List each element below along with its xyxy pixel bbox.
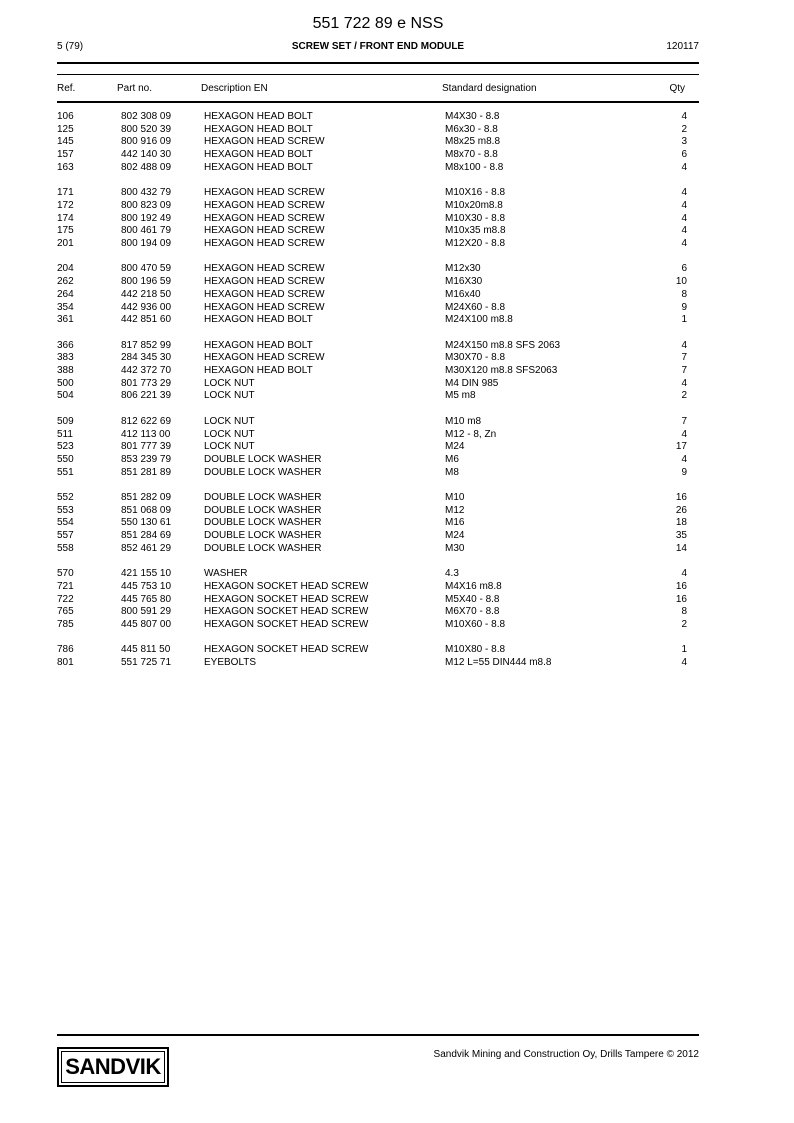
- description-cell: HEXAGON HEAD SCREW: [204, 288, 325, 300]
- standard-designation-cell: M24: [445, 530, 465, 542]
- part-number-cell: 445 811 50: [121, 644, 171, 656]
- table-row: [0, 415, 794, 428]
- ref-cell: 553: [57, 504, 74, 516]
- table-row: [0, 605, 794, 618]
- description-cell: HEXAGON HEAD BOLT: [204, 111, 313, 122]
- ref-cell: 157: [57, 149, 74, 161]
- ref-cell: 366: [57, 339, 74, 351]
- ref-cell: 163: [57, 161, 74, 173]
- ref-cell: 552: [57, 492, 74, 503]
- part-number-cell: 852 461 29: [121, 542, 172, 554]
- description-cell: LOCK NUT: [204, 428, 255, 440]
- part-number-cell: 445 753 10: [121, 580, 172, 592]
- description-cell: HEXAGON HEAD SCREW: [204, 136, 325, 148]
- description-cell: HEXAGON HEAD BOLT: [204, 365, 313, 376]
- table-top-rule: [57, 74, 699, 75]
- table-row: [0, 491, 794, 504]
- table-row: [0, 593, 794, 606]
- standard-designation-cell: M10 m8: [445, 415, 482, 427]
- standard-designation-cell: M6: [445, 453, 459, 465]
- quantity-cell: 2: [681, 619, 687, 630]
- part-number-cell: 800 470 59: [121, 263, 172, 275]
- description-cell: HEXAGON HEAD BOLT: [204, 123, 313, 135]
- ref-cell: 174: [57, 212, 74, 224]
- standard-designation-cell: M5 m8: [445, 390, 476, 402]
- quantity-cell: 4: [681, 568, 687, 580]
- part-number-cell: 851 281 89: [121, 466, 172, 478]
- quantity-cell: 2: [681, 390, 687, 402]
- table-row: [0, 275, 794, 288]
- ref-cell: 204: [57, 263, 74, 275]
- part-number-cell: 442 372 70: [121, 365, 172, 376]
- standard-designation-cell: M8x25 m8.8: [445, 136, 501, 148]
- quantity-cell: 18: [675, 517, 687, 529]
- part-number-cell: 800 823 09: [121, 199, 172, 211]
- ref-cell: 558: [57, 542, 74, 554]
- standard-designation-cell: M12X20 - 8.8: [445, 238, 506, 249]
- description-cell: HEXAGON HEAD SCREW: [204, 199, 325, 211]
- table-row: [0, 618, 794, 631]
- quantity-cell: 3: [681, 136, 687, 148]
- table-row: [0, 440, 794, 453]
- ref-cell: 388: [57, 365, 74, 376]
- table-row: [0, 529, 794, 542]
- description-cell: HEXAGON HEAD SCREW: [204, 301, 325, 313]
- part-number-cell: 802 308 09: [121, 111, 172, 122]
- part-number-cell: 812 622 69: [121, 415, 172, 427]
- standard-designation-cell: M8: [445, 466, 459, 478]
- part-number-cell: 801 777 39: [121, 441, 172, 453]
- standard-designation-cell: M12: [445, 504, 465, 516]
- part-number-cell: 442 140 30: [121, 149, 172, 161]
- quantity-cell: 7: [681, 415, 687, 427]
- description-cell: DOUBLE LOCK WASHER: [204, 517, 322, 529]
- ref-cell: 175: [57, 225, 74, 237]
- table-row: [0, 643, 794, 656]
- quantity-cell: 6: [681, 149, 687, 161]
- part-number-cell: 817 852 99: [121, 339, 172, 351]
- quantity-cell: 8: [681, 288, 687, 300]
- standard-designation-cell: M10x20m8.8: [445, 199, 503, 211]
- standard-designation-cell: M10X60 - 8.8: [445, 619, 506, 630]
- ref-cell: 383: [57, 352, 74, 364]
- quantity-cell: 4: [681, 339, 687, 351]
- description-cell: LOCK NUT: [204, 377, 255, 389]
- table-row: [0, 212, 794, 225]
- part-number-cell: 442 851 60: [121, 314, 172, 326]
- description-cell: HEXAGON HEAD BOLT: [204, 149, 313, 161]
- ref-cell: 504: [57, 390, 74, 402]
- quantity-cell: 4: [681, 111, 687, 122]
- quantity-cell: 10: [675, 276, 687, 288]
- table-row: [0, 351, 794, 364]
- quantity-cell: 6: [681, 263, 687, 275]
- column-header-std: Standard designation: [442, 83, 537, 94]
- ref-cell: 201: [57, 238, 74, 249]
- description-cell: LOCK NUT: [204, 441, 255, 453]
- column-header-qty: Qty: [669, 83, 685, 94]
- ref-cell: 801: [57, 657, 74, 669]
- description-cell: HEXAGON SOCKET HEAD SCREW: [204, 619, 369, 630]
- part-number-cell: 800 520 39: [121, 123, 172, 135]
- table-row: [0, 161, 794, 174]
- quantity-cell: 4: [681, 212, 687, 224]
- quantity-cell: 16: [675, 593, 687, 605]
- table-row: [0, 237, 794, 250]
- ref-cell: 500: [57, 377, 74, 389]
- table-row: [0, 453, 794, 466]
- part-number-cell: 800 591 29: [121, 606, 172, 618]
- quantity-cell: 4: [681, 225, 687, 237]
- standard-designation-cell: M16: [445, 517, 465, 529]
- quantity-cell: 9: [681, 301, 687, 313]
- description-cell: DOUBLE LOCK WASHER: [204, 542, 322, 554]
- part-number-cell: 800 196 59: [121, 276, 172, 288]
- ref-cell: 570: [57, 568, 74, 580]
- quantity-cell: 14: [675, 542, 687, 554]
- part-number-cell: 800 432 79: [121, 187, 172, 199]
- ref-cell: 361: [57, 314, 74, 326]
- standard-designation-cell: M30: [445, 542, 465, 554]
- table-row: [0, 186, 794, 199]
- standard-designation-cell: M24: [445, 441, 465, 453]
- ref-cell: 264: [57, 288, 74, 300]
- standard-designation-cell: 4.3: [445, 568, 459, 580]
- quantity-cell: 9: [681, 466, 687, 478]
- ref-cell: 557: [57, 530, 74, 542]
- footer-rule: [57, 1034, 699, 1036]
- quantity-cell: 1: [681, 644, 687, 656]
- part-number-cell: 802 488 09: [121, 161, 172, 173]
- ref-cell: 509: [57, 415, 74, 427]
- description-cell: HEXAGON HEAD BOLT: [204, 339, 313, 351]
- standard-designation-cell: M30X70 - 8.8: [445, 352, 506, 364]
- standard-designation-cell: M4X30 - 8.8: [445, 111, 500, 122]
- description-cell: DOUBLE LOCK WASHER: [204, 492, 322, 503]
- part-number-cell: 442 936 00: [121, 301, 172, 313]
- standard-designation-cell: M12 - 8, Zn: [445, 428, 497, 440]
- description-cell: EYEBOLTS: [204, 657, 257, 669]
- description-cell: HEXAGON SOCKET HEAD SCREW: [204, 644, 369, 656]
- date-code: 120117: [666, 41, 699, 52]
- quantity-cell: 35: [675, 530, 687, 542]
- quantity-cell: 1: [681, 314, 687, 326]
- ref-cell: 145: [57, 136, 74, 148]
- part-number-cell: 853 239 79: [121, 453, 172, 465]
- part-number-cell: 284 345 30: [121, 352, 172, 364]
- page-number: 5 (79): [57, 41, 84, 52]
- table-row: [0, 504, 794, 517]
- table-row: [0, 262, 794, 275]
- ref-cell: 551: [57, 466, 74, 478]
- standard-designation-cell: M12x30: [445, 263, 481, 275]
- description-cell: HEXAGON HEAD SCREW: [204, 352, 325, 364]
- ref-cell: 125: [57, 123, 74, 135]
- table-row: [0, 135, 794, 148]
- standard-designation-cell: M30X120 m8.8 SFS2063: [445, 365, 558, 376]
- description-cell: DOUBLE LOCK WASHER: [204, 504, 322, 516]
- description-cell: HEXAGON HEAD SCREW: [204, 238, 325, 249]
- standard-designation-cell: M16X30: [445, 276, 483, 288]
- description-cell: WASHER: [204, 568, 248, 580]
- column-header-rule: [57, 101, 699, 103]
- table-row: [0, 542, 794, 555]
- table-row: [0, 123, 794, 136]
- description-cell: HEXAGON HEAD SCREW: [204, 225, 325, 237]
- standard-designation-cell: M10X80 - 8.8: [445, 644, 506, 656]
- part-number-cell: 800 194 09: [121, 238, 172, 249]
- table-row: [0, 148, 794, 161]
- table-row: [0, 466, 794, 479]
- quantity-cell: 4: [681, 187, 687, 199]
- description-cell: HEXAGON HEAD SCREW: [204, 187, 325, 199]
- quantity-cell: 4: [681, 199, 687, 211]
- description-cell: LOCK NUT: [204, 415, 255, 427]
- standard-designation-cell: M16x40: [445, 288, 481, 300]
- ref-cell: 354: [57, 301, 74, 313]
- part-number-cell: 801 773 29: [121, 377, 172, 389]
- part-number-cell: 800 916 09: [121, 136, 172, 148]
- table-row: [0, 428, 794, 441]
- footer-copyright: Sandvik Mining and Construction Oy, Drills Tampere © 2012: [433, 1049, 699, 1060]
- standard-designation-cell: M4X16 m8.8: [445, 580, 502, 592]
- ref-cell: 511: [57, 428, 73, 440]
- table-row: [0, 364, 794, 377]
- quantity-cell: 4: [681, 657, 687, 669]
- quantity-cell: 4: [681, 453, 687, 465]
- quantity-cell: 4: [681, 161, 687, 173]
- ref-cell: 765: [57, 606, 74, 618]
- description-cell: HEXAGON SOCKET HEAD SCREW: [204, 606, 369, 618]
- column-header-ref: Ref.: [57, 83, 76, 94]
- table-row: [0, 301, 794, 314]
- quantity-cell: 7: [681, 365, 687, 376]
- standard-designation-cell: M6X70 - 8.8: [445, 606, 500, 618]
- table-row: [0, 580, 794, 593]
- standard-designation-cell: M5X40 - 8.8: [445, 593, 500, 605]
- ref-cell: 722: [57, 593, 74, 605]
- document-number: 551 722 89 e NSS: [312, 15, 444, 32]
- ref-cell: 550: [57, 453, 74, 465]
- standard-designation-cell: M8x70 - 8.8: [445, 149, 498, 161]
- table-row: [0, 339, 794, 352]
- part-number-cell: 800 461 79: [121, 225, 172, 237]
- column-header-desc: Description EN: [201, 83, 268, 94]
- standard-designation-cell: M24X60 - 8.8: [445, 301, 506, 313]
- part-number-cell: 550 130 61: [121, 517, 172, 529]
- part-number-cell: 851 282 09: [121, 492, 172, 503]
- description-cell: HEXAGON HEAD BOLT: [204, 314, 313, 326]
- part-number-cell: 412 113 00: [121, 428, 171, 440]
- header-rule: [57, 62, 699, 64]
- description-cell: HEXAGON HEAD BOLT: [204, 161, 313, 173]
- quantity-cell: 4: [681, 428, 687, 440]
- description-cell: HEXAGON SOCKET HEAD SCREW: [204, 580, 369, 592]
- standard-designation-cell: M10: [445, 492, 465, 503]
- quantity-cell: 7: [681, 352, 687, 364]
- table-row: [0, 313, 794, 326]
- sandvik-logo-text: SANDVIK: [61, 1051, 165, 1083]
- standard-designation-cell: M12 L=55 DIN444 m8.8: [445, 657, 552, 669]
- part-number-cell: 851 068 09: [121, 504, 172, 516]
- standard-designation-cell: M24X150 m8.8 SFS 2063: [445, 339, 561, 351]
- description-cell: HEXAGON HEAD SCREW: [204, 276, 325, 288]
- description-cell: DOUBLE LOCK WASHER: [204, 453, 322, 465]
- quantity-cell: 16: [675, 492, 687, 503]
- description-cell: HEXAGON SOCKET HEAD SCREW: [204, 593, 369, 605]
- description-cell: LOCK NUT: [204, 390, 255, 402]
- part-number-cell: 800 192 49: [121, 212, 172, 224]
- standard-designation-cell: M10X30 - 8.8: [445, 212, 506, 224]
- quantity-cell: 16: [675, 580, 687, 592]
- ref-cell: 523: [57, 441, 74, 453]
- part-number-cell: 851 284 69: [121, 530, 172, 542]
- description-cell: HEXAGON HEAD SCREW: [204, 212, 325, 224]
- table-row: [0, 110, 794, 123]
- table-row: [0, 377, 794, 390]
- part-number-cell: 445 807 00: [121, 619, 172, 630]
- quantity-cell: 8: [681, 606, 687, 618]
- table-row: [0, 389, 794, 402]
- part-number-cell: 442 218 50: [121, 288, 172, 300]
- sandvik-logo: [57, 1047, 169, 1087]
- table-row: [0, 567, 794, 580]
- ref-cell: 786: [57, 644, 74, 656]
- ref-cell: 171: [57, 187, 74, 199]
- table-row: [0, 224, 794, 237]
- ref-cell: 262: [57, 276, 74, 288]
- table-row: [0, 199, 794, 212]
- ref-cell: 172: [57, 199, 74, 211]
- ref-cell: 785: [57, 619, 74, 630]
- table-row: [0, 288, 794, 301]
- quantity-cell: 2: [681, 123, 687, 135]
- description-cell: DOUBLE LOCK WASHER: [204, 466, 322, 478]
- table-row: [0, 516, 794, 529]
- quantity-cell: 17: [675, 441, 687, 453]
- part-number-cell: 806 221 39: [121, 390, 172, 402]
- part-number-cell: 445 765 80: [121, 593, 172, 605]
- part-number-cell: 421 155 10: [121, 568, 172, 580]
- standard-designation-cell: M10X16 - 8.8: [445, 187, 506, 199]
- standard-designation-cell: M10x35 m8.8: [445, 225, 506, 237]
- standard-designation-cell: M6x30 - 8.8: [445, 123, 498, 135]
- quantity-cell: 26: [675, 504, 687, 516]
- table-row: [0, 656, 794, 669]
- ref-cell: 554: [57, 517, 74, 529]
- ref-cell: 106: [57, 111, 74, 122]
- quantity-cell: 4: [681, 377, 687, 389]
- column-header-part: Part no.: [117, 83, 153, 94]
- standard-designation-cell: M24X100 m8.8: [445, 314, 513, 326]
- description-cell: DOUBLE LOCK WASHER: [204, 530, 322, 542]
- document-subtitle: SCREW SET / FRONT END MODULE: [291, 41, 465, 52]
- part-number-cell: 551 725 71: [121, 657, 172, 669]
- standard-designation-cell: M4 DIN 985: [445, 377, 499, 389]
- description-cell: HEXAGON HEAD SCREW: [204, 263, 325, 275]
- standard-designation-cell: M8x100 - 8.8: [445, 161, 504, 173]
- quantity-cell: 4: [681, 238, 687, 249]
- ref-cell: 721: [57, 580, 74, 592]
